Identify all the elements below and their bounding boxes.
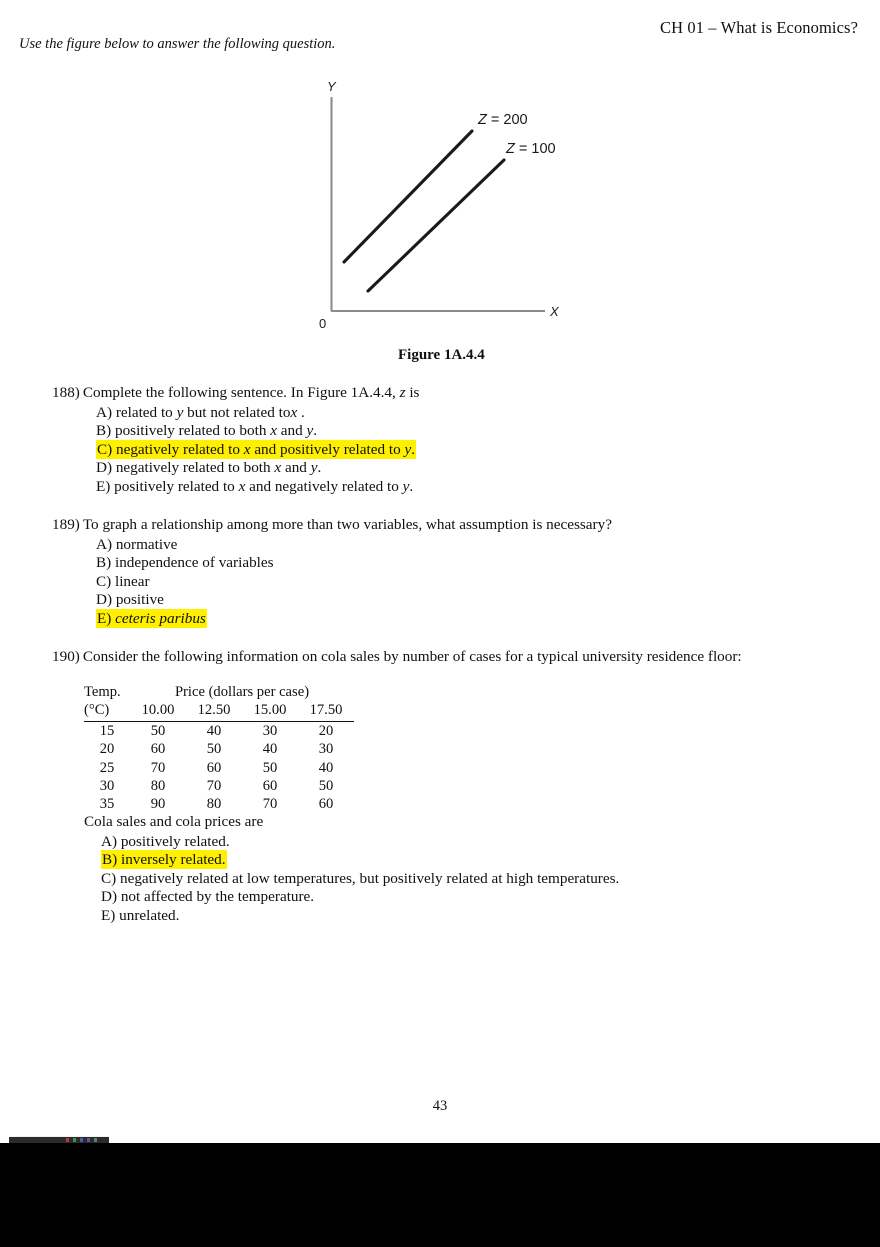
- option-190-b-label: B): [102, 851, 118, 869]
- row-2-val-3: 40: [262, 741, 278, 758]
- option-189-a-text: normative: [115, 535, 178, 553]
- scrollbar-segment-purple: [87, 1138, 90, 1142]
- question-190-lead-in: Cola sales and cola prices are: [84, 813, 264, 830]
- option-190-a[interactable]: [84, 833, 619, 852]
- option-188-d-label: D): [96, 459, 113, 477]
- option-190-e-text: unrelated.: [119, 906, 180, 924]
- row-2-temp: 20: [99, 741, 115, 758]
- option-190-c-label: C): [101, 869, 117, 887]
- option-188-b-text: positively related to both x and y.: [114, 422, 318, 440]
- question-190-answers: [84, 813, 619, 926]
- scrollbar-segment-green-2: [94, 1138, 97, 1142]
- option-188-c-highlight: [96, 440, 416, 459]
- option-189-b[interactable]: [52, 554, 612, 573]
- row-4-val-4: 50: [318, 778, 334, 795]
- question-189-stem: [52, 516, 612, 535]
- option-188-c-label: C): [97, 440, 113, 458]
- curve-label-z-200: Z = 200: [478, 112, 528, 128]
- question-189-stem-text: To graph a relationship among more than two variables, what assumption is necessary?: [82, 516, 612, 533]
- table-row: [84, 740, 354, 758]
- page-number: 43: [432, 1098, 448, 1114]
- option-190-d-text: not affected by the temperature.: [120, 888, 315, 906]
- table-corner-label: Temp.: [84, 684, 121, 700]
- cola-sales-table: [84, 683, 354, 814]
- option-189-e-text: ceteris paribus: [115, 609, 206, 627]
- curve-label-z-100: Z = 100: [506, 141, 556, 157]
- question-190-stem-text: Consider the following information on cola sales by number of cases for a typical university residence floor:: [82, 648, 742, 665]
- figure-1a44-graph: [300, 75, 590, 340]
- option-189-e[interactable]: [52, 610, 612, 629]
- option-188-a-text: related to y but not related tox .: [115, 403, 305, 421]
- option-188-b[interactable]: [52, 422, 419, 441]
- table-header-top: [84, 683, 354, 701]
- option-188-e-label: E): [96, 477, 111, 495]
- option-188-c-text: negatively related to x and positively related to y.: [115, 440, 416, 458]
- option-188-e-text: positively related to x and negatively related to y.: [114, 477, 414, 495]
- row-3-val-2: 60: [206, 759, 222, 776]
- option-188-d[interactable]: [52, 459, 419, 478]
- question-188: [52, 384, 419, 497]
- row-4-val-3: 60: [262, 778, 278, 795]
- table-col-price-1: 10.00: [130, 701, 186, 721]
- question-189: [52, 516, 612, 629]
- instruction-line: Use the figure below to answer the following question.: [19, 36, 336, 52]
- table-col-price-2: 12.50: [186, 701, 242, 721]
- row-2-val-4: 30: [318, 741, 334, 758]
- option-188-c[interactable]: [52, 441, 419, 460]
- row-4-temp: 30: [99, 778, 115, 795]
- scrollbar-segment-blue: [80, 1138, 83, 1142]
- table-unit-label: (°C): [84, 701, 130, 721]
- question-189-options: [52, 536, 612, 629]
- question-188-stem: [52, 384, 419, 403]
- scrollbar-segment-red: [66, 1138, 69, 1142]
- row-1-val-3: 30: [262, 722, 278, 739]
- option-189-b-text: independence of variables: [114, 554, 274, 572]
- y-axis-label: Y: [327, 79, 336, 94]
- option-189-a-label: A): [96, 535, 113, 553]
- row-1-val-4: 20: [318, 722, 334, 739]
- chapter-header: CH 01 – What is Economics?: [660, 18, 858, 37]
- option-188-e[interactable]: [52, 478, 419, 497]
- row-1-temp: 15: [99, 722, 115, 739]
- x-axis-label: X: [550, 304, 559, 319]
- option-190-b-highlight: [101, 850, 227, 869]
- table-row: [84, 795, 354, 813]
- option-190-c[interactable]: [84, 870, 619, 889]
- option-190-e[interactable]: [84, 907, 619, 926]
- scrollbar-segment-green: [73, 1138, 76, 1142]
- row-5-val-1: 90: [150, 796, 166, 813]
- option-189-d-label: D): [96, 591, 113, 609]
- question-188-stem-a: Complete the following sentence. In Figure 1A.4.4,: [82, 384, 400, 401]
- row-1-val-2: 40: [206, 722, 222, 739]
- row-4-val-1: 80: [150, 778, 166, 795]
- row-5-val-3: 70: [262, 796, 278, 813]
- option-189-b-label: B): [96, 554, 112, 572]
- option-190-e-label: E): [101, 906, 116, 924]
- row-2-val-2: 50: [206, 741, 222, 758]
- row-1-val-1: 50: [150, 722, 166, 739]
- option-189-c[interactable]: [52, 573, 612, 592]
- row-5-val-2: 80: [206, 796, 222, 813]
- table-col-price-3: 15.00: [242, 701, 298, 721]
- option-190-b[interactable]: [84, 851, 619, 870]
- option-189-d-text: positive: [115, 591, 164, 609]
- table-row: [84, 759, 354, 777]
- option-189-e-label: E): [97, 609, 112, 627]
- question-188-stem-b: is: [405, 384, 420, 401]
- question-188-options: [52, 404, 419, 497]
- row-3-val-4: 40: [318, 759, 334, 776]
- viewport-letterbox-area: [0, 1143, 880, 1247]
- table-price-header: Price (dollars per case): [174, 684, 310, 700]
- option-188-b-label: B): [96, 422, 112, 440]
- question-190-number: 190): [52, 648, 80, 665]
- option-190-d[interactable]: [84, 888, 619, 907]
- option-190-a-text: positively related.: [120, 832, 230, 850]
- question-189-number: 189): [52, 516, 80, 533]
- question-190-options: [84, 833, 619, 926]
- row-4-val-2: 70: [206, 778, 222, 795]
- option-190-a-label: A): [101, 832, 118, 850]
- row-5-val-4: 60: [318, 796, 334, 813]
- curve-z-100: [368, 160, 504, 291]
- origin-label: 0: [319, 316, 327, 331]
- option-190-b-text: inversely related.: [120, 851, 226, 869]
- figure-caption: Figure 1A.4.4: [398, 347, 485, 363]
- option-190-d-label: D): [101, 888, 118, 906]
- option-188-a[interactable]: [52, 404, 419, 423]
- row-2-val-1: 60: [150, 741, 166, 758]
- table-row: [84, 721, 354, 740]
- question-188-stem-var: z: [399, 384, 406, 401]
- option-188-d-text: negatively related to both x and y.: [115, 459, 322, 477]
- question-190-stem: [52, 648, 742, 666]
- question-188-number: 188): [52, 384, 80, 401]
- option-188-a-label: A): [96, 403, 113, 421]
- row-5-temp: 35: [99, 796, 115, 813]
- row-3-val-1: 70: [150, 759, 166, 776]
- option-190-c-text: negatively related at low temperatures, but positively related at high temperatures.: [119, 869, 620, 887]
- option-189-e-highlight: [96, 609, 207, 628]
- option-189-d[interactable]: [52, 591, 612, 610]
- option-189-c-text: linear: [114, 572, 150, 590]
- option-189-c-label: C): [96, 572, 112, 590]
- table-row: [84, 777, 354, 795]
- row-3-val-3: 50: [262, 759, 278, 776]
- row-3-temp: 25: [99, 759, 115, 776]
- option-189-a[interactable]: [52, 536, 612, 555]
- curve-z-200: [344, 131, 472, 262]
- table-col-price-4: 17.50: [298, 701, 354, 721]
- table-header-columns: [84, 701, 354, 721]
